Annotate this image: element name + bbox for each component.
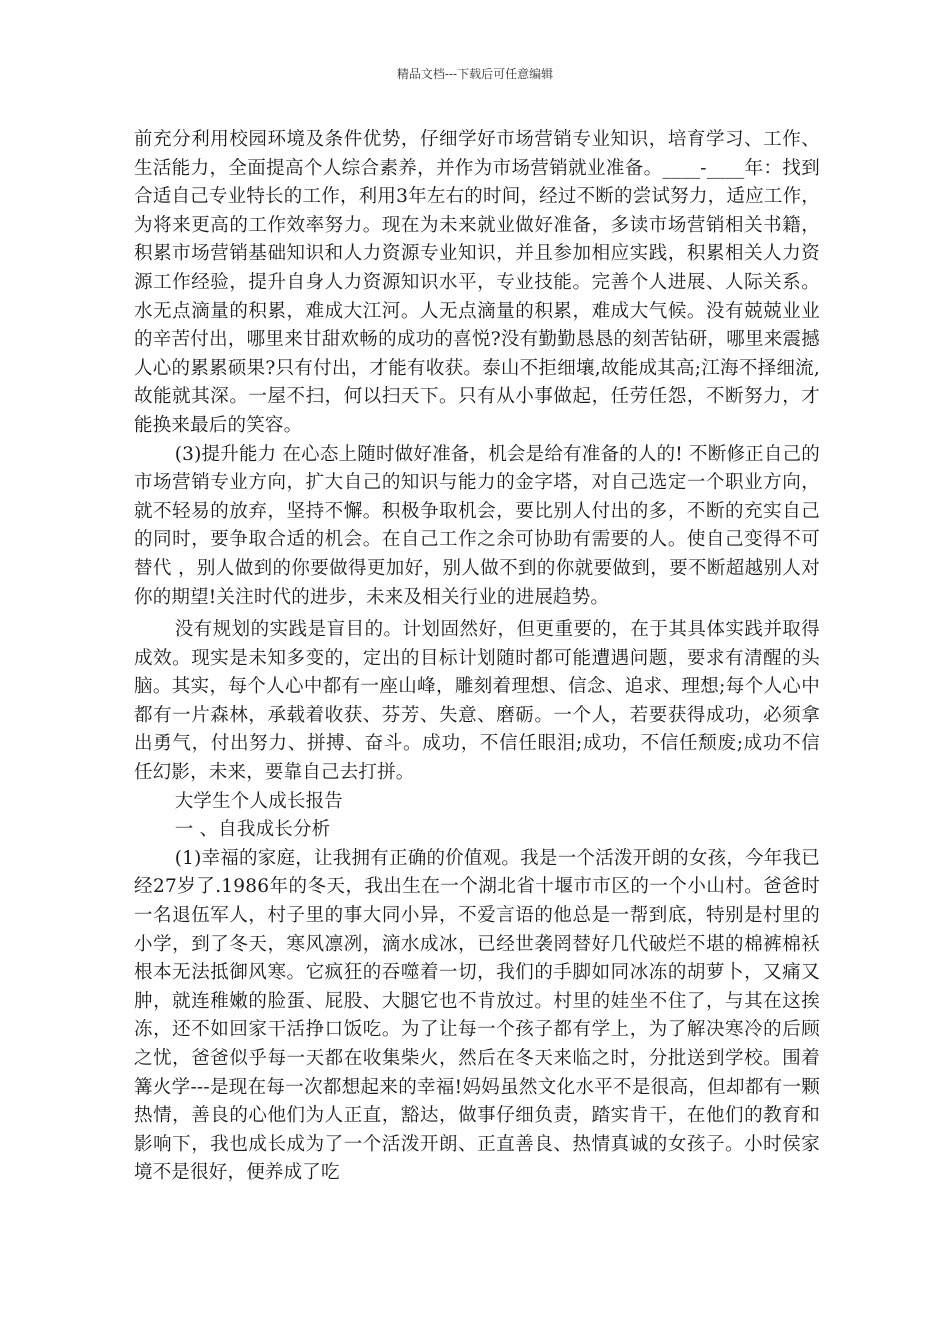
- section-title-growth-report: 大学生个人成长报告: [174, 790, 343, 812]
- page-header: 精品文档---下载后可任意编辑: [396, 67, 554, 81]
- document-body: [134, 126, 820, 1188]
- section-heading-self-analysis: 一 、自我成长分析: [174, 819, 331, 841]
- paragraph-improve-ability: (3)提升能力 在心态上随时做好准备，机会是给有准备的人的! 不断修正自己的市场营销专业方向，扩大自己的知识与能力的金字塔，对自己选定一个职业方向，就不轻易的放弃，坚持不懈。积极争取机会，要比别人付出的多，不断的充实自己的同时，要争取合适的机会。在自己工作之余可协助有需要的人。使自己变得不可替代 ，别人做到的你要做得更加好，别人做不到的你就要做到，要不断超越别人对你的期望!关注时代的进步，未来及相关行业的进展趋势。: [134, 443, 820, 608]
- paragraph-happy-family: (1)幸福的家庭，让我拥有正确的价值观。我是一个活泼开朗的女孩，今年我已经27岁了.1986年的冬天，我出生在一个湖北省十堰市市区的一个小山村。爸爸时一名退伍军人，村子里的事大同小异，不爱言语的他总是一帮到底，特别是村里的小学，到了冬天，寒风凛冽，滴水成冰，已经世袭罔替好几代破烂不堪的棉裤棉袄根本无法抵御风寒。它疯狂的吞噬着一切，我们的手脚如同冰冻的胡萝卜，又痛又肿，就连稚嫩的脸蛋、屁股、大腿它也不肯放过。村里的娃坐不住了，与其在这挨冻，还不如回家干活挣口饭吃。为了让每一个孩子都有学上，为了解决寒冷的后顾之忧，爸爸似乎每一天都在收集柴火，然后在冬天来临之时，分批送到学校。围着篝火学---是现在每一次都想起来的幸福!妈妈虽然文化水平不是很高，但却都有一颗热情，善良的心他们为人正直，豁达，做事仔细负责，踏实肯干，在他们的教育和影响下，我也成长成为了一个活泼开朗、正直善良、热情真诚的女孩子。小时侯家境不是很好，便养成了吃: [134, 847, 820, 1184]
- paragraph-career-plan: 前充分利用校园环境及条件优势，仔细学好市场营销专业知识，培育学习、工作、生活能力，全面提高个人综合素养，并作为市场营销就业准备。____-____年：找到合适自己专业特长的工作，利用3年左右的时间，经过不断的尝试努力，适应工作，为将来更高的工作效率努力。现在为未来就业做好准备，多读市场营销相关书籍，积累市场营销基础知识和人力资源专业知识，并且参加相应实践，积累相关人力资源工作经验，提升自身人力资源知识水平，专业技能。完善个人进展、人际关系。水无点滴量的积累，难成大江河。人无点滴量的积累，难成大气候。没有兢兢业业的辛苦付出，哪里来甘甜欢畅的成功的喜悦?没有勤勤恳恳的刻苦钻研，哪里来震撼人心的累累硕果?只有付出，才能有收获。泰山不拒细壤,故能成其高;江海不择细流,故能就其深。一屋不扫，何以扫天下。只有从小事做起，任劳任怨，不断努力，才能换来最后的笑容。: [134, 129, 820, 436]
- paragraph-practice: 没有规划的实践是盲目的。计划固然好，但更重要的，在于其具体实践并取得成效。现实是未知多变的，定出的目标计划随时都可能遭遇问题，要求有清醒的头脑。其实，每个人心中都有一座山峰，雕刻着理想、信念、追求、理想;每个人心中都有一片森林，承载着收获、芬芳、失意、磨砺。一个人，若要获得成功，必须拿出勇气，付出努力、拼搏、奋斗。成功，不信任眼泪;成功，不信任颓废;成功不信任幻影，未来，要靠自己去打拼。: [134, 619, 820, 784]
